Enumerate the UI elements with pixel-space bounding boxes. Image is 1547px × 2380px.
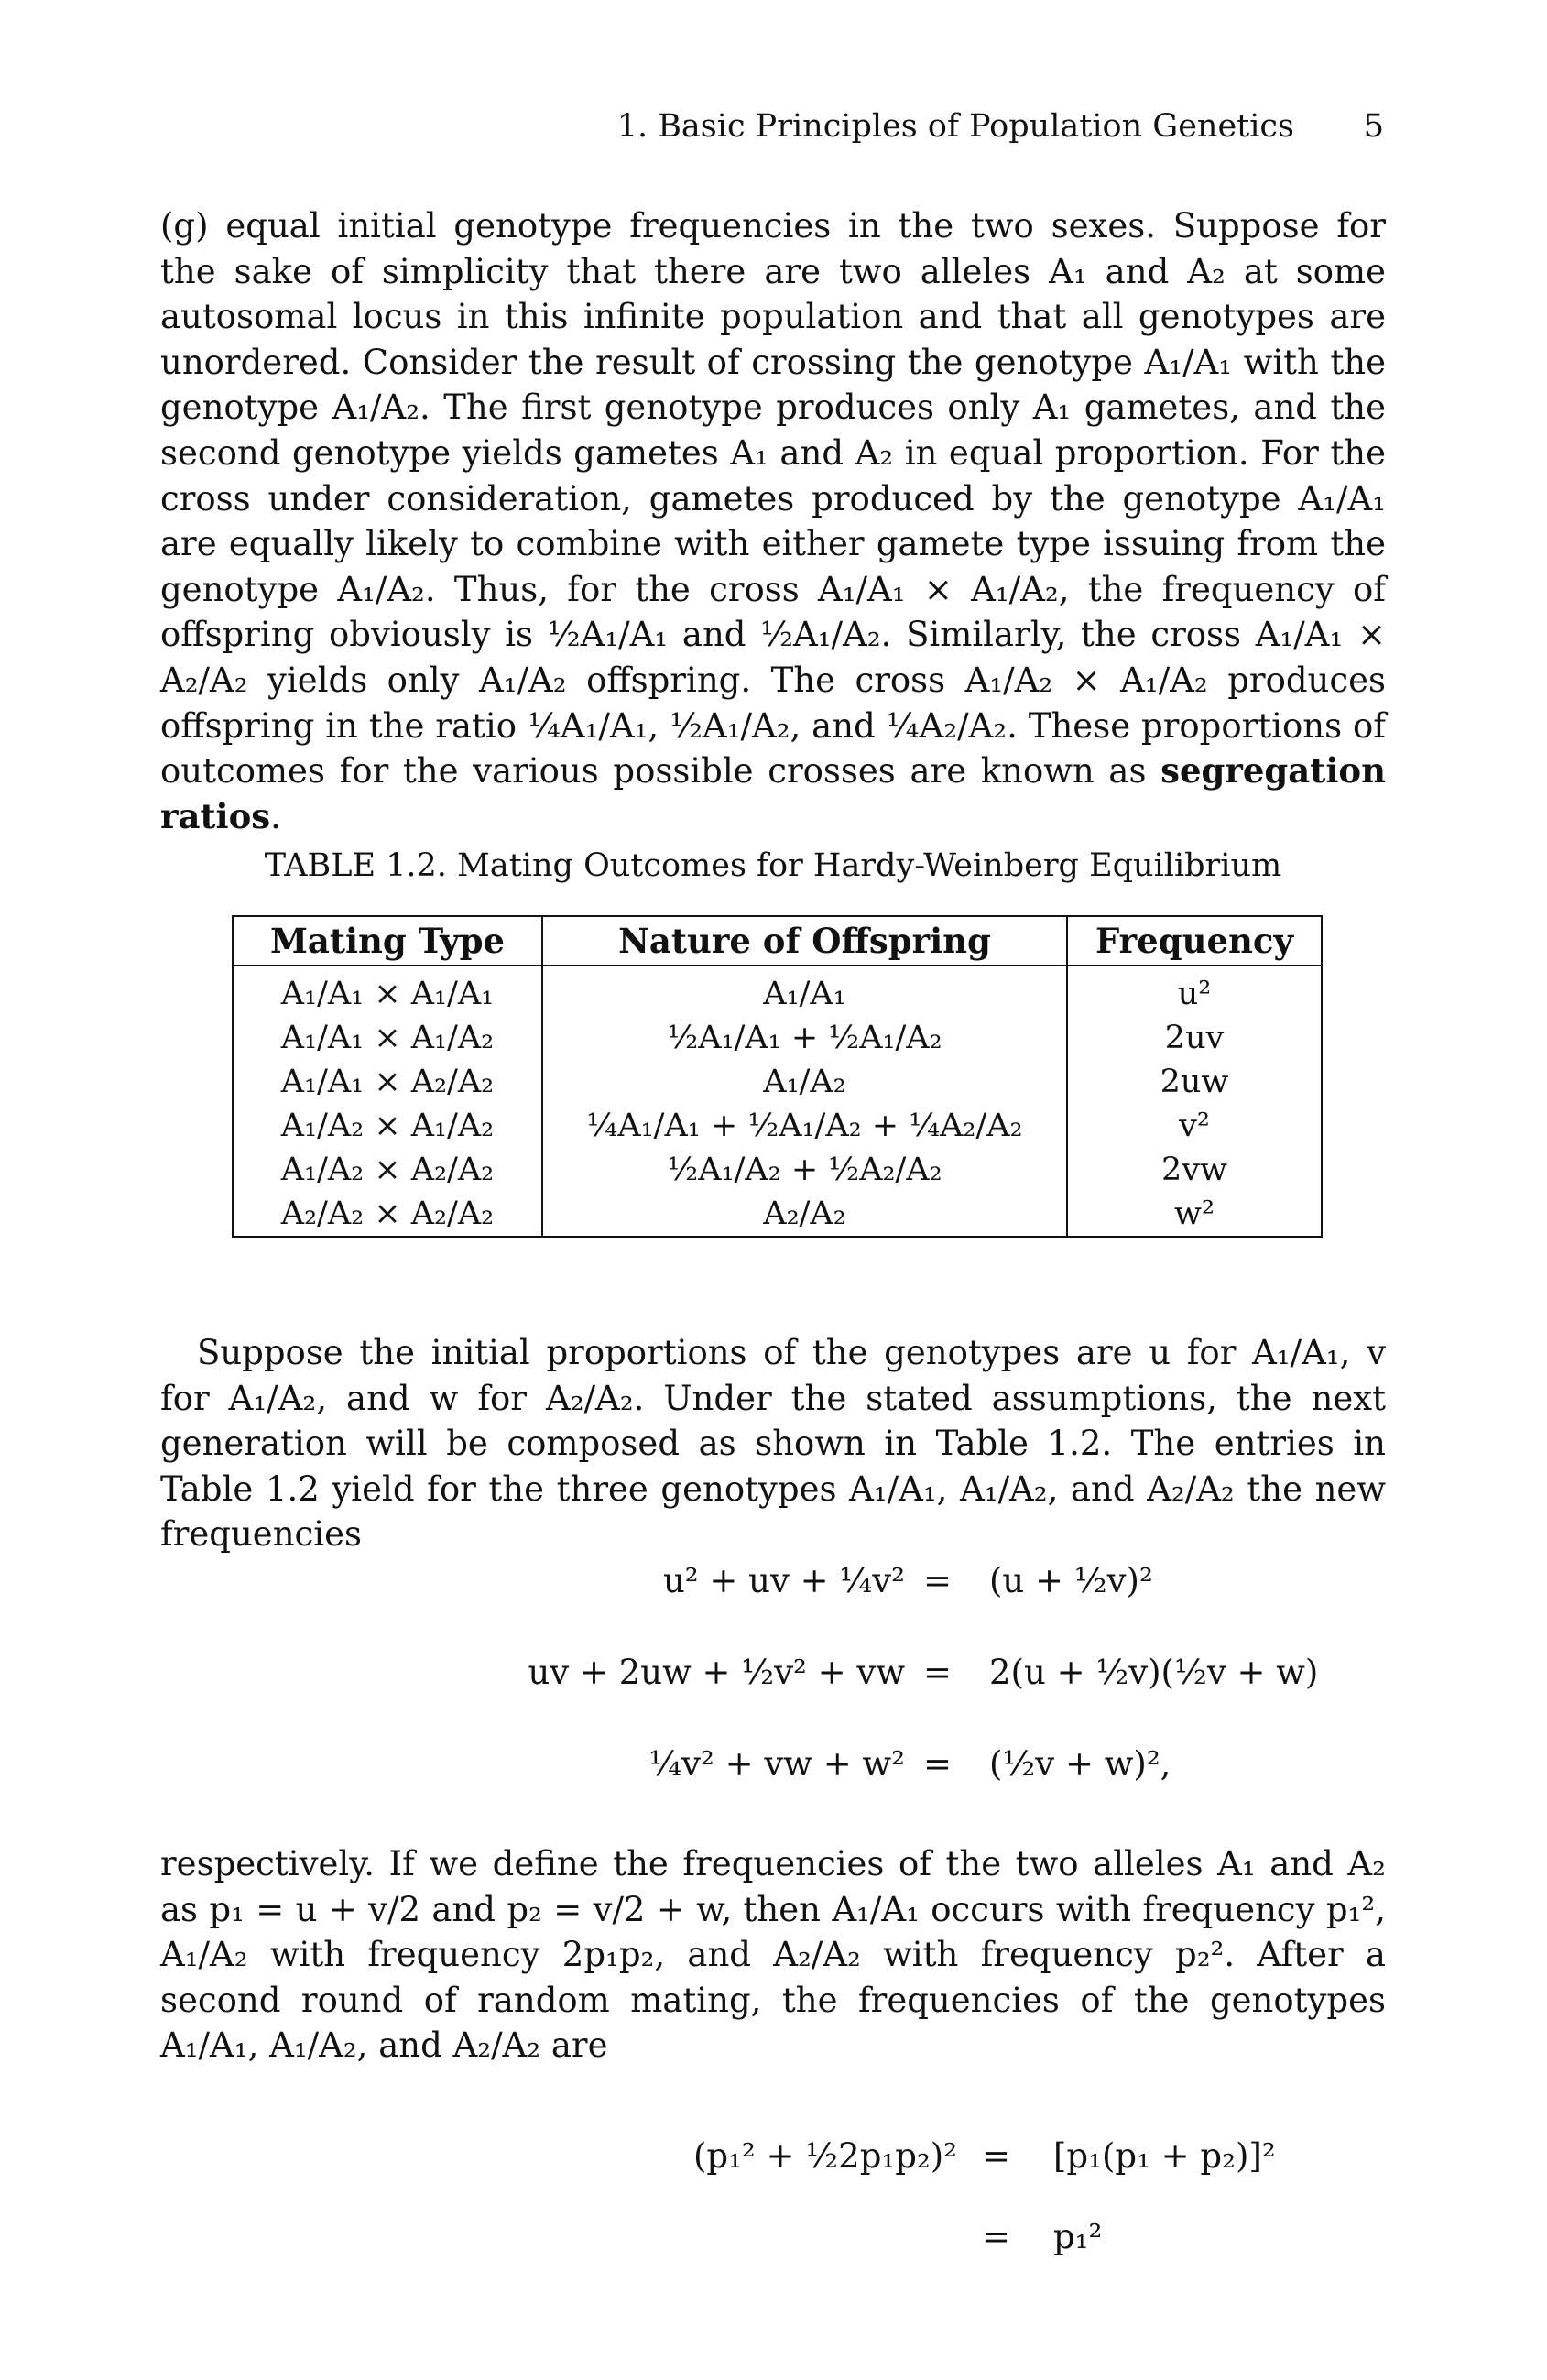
equals-sign: = bbox=[923, 1653, 953, 1692]
equation-rhs: (½v + w)², bbox=[989, 1744, 1171, 1784]
equation-rhs: (u + ½v)² bbox=[989, 1561, 1153, 1600]
offspring-cell: ½A₁/A₂ + ½A₂/A₂ bbox=[542, 1148, 1067, 1192]
offspring-cell: ¼A₁/A₁ + ½A₁/A₂ + ¼A₂/A₂ bbox=[542, 1104, 1067, 1148]
equation-set-genotype-frequencies bbox=[160, 1539, 1386, 1832]
table-header-row bbox=[233, 916, 1322, 966]
equation-lhs: ¼v² + vw + w² bbox=[648, 1744, 905, 1784]
frequency-cell: 2vw bbox=[1067, 1148, 1322, 1192]
paragraph-initial-proportions: Suppose the initial proportions of the genotypes are u for A₁/A₁, v for A₁/A₂, and w for A₂/A₂. Under the stated assumptions, the next generation will be composed as shown in Table 1.2. The entries in Table 1.2 yield for the three genotypes A₁/A₁, A₁/A₂, and A₂/A₂ the new frequencies bbox=[160, 1333, 1386, 1555]
paragraph-allele-frequencies: respectively. If we define the frequencies of the two alleles A₁ and A₂ as p₁ = u + v/2 and p₂ = v/2 + w, then A₁/A₁ occurs with frequency p₁², A₁/A₂ with frequency 2p₁p₂, and A₂/A₂ with frequency p₂². After a second round of random mating, the frequencies of the genotypes A₁/A₁, A₁/A₂, and A₂/A₂ are bbox=[160, 1844, 1386, 2066]
running-title: 1. Basic Principles of Population Genetics bbox=[616, 108, 1294, 145]
header-offspring: Nature of Offspring bbox=[542, 916, 1067, 966]
equation-set-second-round bbox=[160, 2107, 1386, 2290]
equation-rhs: [p₁(p₁ + p₂)]² bbox=[1053, 2136, 1276, 2176]
running-head bbox=[160, 108, 1386, 154]
table-caption: TABLE 1.2. Mating Outcomes for Hardy-Weinberg Equilibrium bbox=[264, 847, 1282, 884]
table-row bbox=[233, 1060, 1322, 1104]
mating-type-cell: A₂/A₂ × A₂/A₂ bbox=[233, 1192, 542, 1237]
equation-lhs: uv + 2uw + ½v² + vw bbox=[528, 1653, 905, 1692]
equals-sign: = bbox=[923, 1744, 953, 1784]
equation-row bbox=[160, 1735, 1386, 1808]
table-row bbox=[233, 1192, 1322, 1237]
table-row bbox=[233, 1016, 1322, 1060]
equation-row bbox=[160, 1643, 1386, 1717]
offspring-cell: A₂/A₂ bbox=[542, 1192, 1067, 1237]
frequency-cell: 2uv bbox=[1067, 1016, 1322, 1060]
equation-lhs: (p₁² + ½2p₁p₂)² bbox=[692, 2136, 957, 2176]
equals-sign: = bbox=[982, 2136, 1011, 2176]
table-row bbox=[233, 1104, 1322, 1148]
table-row bbox=[233, 1148, 1322, 1192]
mating-type-cell: A₁/A₁ × A₁/A₁ bbox=[233, 966, 542, 1016]
offspring-cell: A₁/A₁ bbox=[542, 966, 1067, 1016]
equation-rhs: p₁² bbox=[1053, 2217, 1103, 2256]
equation-row bbox=[160, 2208, 1386, 2272]
table-row bbox=[233, 966, 1322, 1016]
offspring-cell: ½A₁/A₁ + ½A₁/A₂ bbox=[542, 1016, 1067, 1060]
paragraph-text: (g) equal initial genotype frequencies in the two sexes. Suppose for the sake of simplicity that there are two alleles A₁ and A₂ at some autosomal locus in this infinite population and that all genotypes are unordered. Consider the result of crossing the genotype A₁/A₁ with the genotype A₁/A₂. The first genotype produces only A₁ gametes, and the second genotype yields gametes A₁ and A₂ in equal proportion. For the cross under consideration, gametes produced by the genotype A₁/A₁ are equally likely to combine with either gamete type issuing from the genotype A₁/A₂. Thus, for the cross A₁/A₁ × A₁/A₂, the frequency of offspring obviously is ½A₁/A₁ and ½A₁/A₂. Similarly, the cross A₁/A₁ × A₂/A₂ yields only A₁/A₂ offspring. The cross A₁/A₂ × A₁/A₂ produces offspring in the ratio ¼A₁/A₁, ½A₁/A₂, and ¼A₂/A₂. These proportions of outcomes for the various possible crosses are known as bbox=[160, 206, 1386, 792]
frequency-cell: 2uw bbox=[1067, 1060, 1322, 1104]
term-segregation-ratios: segregation ratios bbox=[160, 750, 1387, 836]
equation-row bbox=[160, 1552, 1386, 1625]
equals-sign: = bbox=[982, 2217, 1011, 2256]
frequency-cell: u² bbox=[1067, 966, 1322, 1016]
equation-row bbox=[160, 2127, 1386, 2200]
period: . bbox=[270, 796, 281, 836]
equation-lhs: u² + uv + ¼v² bbox=[662, 1561, 905, 1600]
equals-sign: = bbox=[923, 1561, 953, 1600]
mating-type-cell: A₁/A₁ × A₁/A₂ bbox=[233, 1016, 542, 1060]
header-frequency: Frequency bbox=[1067, 916, 1322, 966]
equation-rhs: 2(u + ½v)(½v + w) bbox=[989, 1653, 1319, 1692]
mating-type-cell: A₁/A₁ × A₂/A₂ bbox=[233, 1060, 542, 1104]
mating-type-cell: A₁/A₂ × A₂/A₂ bbox=[233, 1148, 542, 1192]
paragraph-segregation bbox=[160, 203, 1386, 839]
frequency-cell: w² bbox=[1067, 1192, 1322, 1237]
frequency-cell: v² bbox=[1067, 1104, 1322, 1148]
mating-outcomes-table bbox=[232, 915, 1323, 1238]
header-mating-type: Mating Type bbox=[233, 916, 542, 966]
mating-type-cell: A₁/A₂ × A₁/A₂ bbox=[233, 1104, 542, 1148]
offspring-cell: A₁/A₂ bbox=[542, 1060, 1067, 1104]
page-number: 5 bbox=[1363, 108, 1384, 145]
